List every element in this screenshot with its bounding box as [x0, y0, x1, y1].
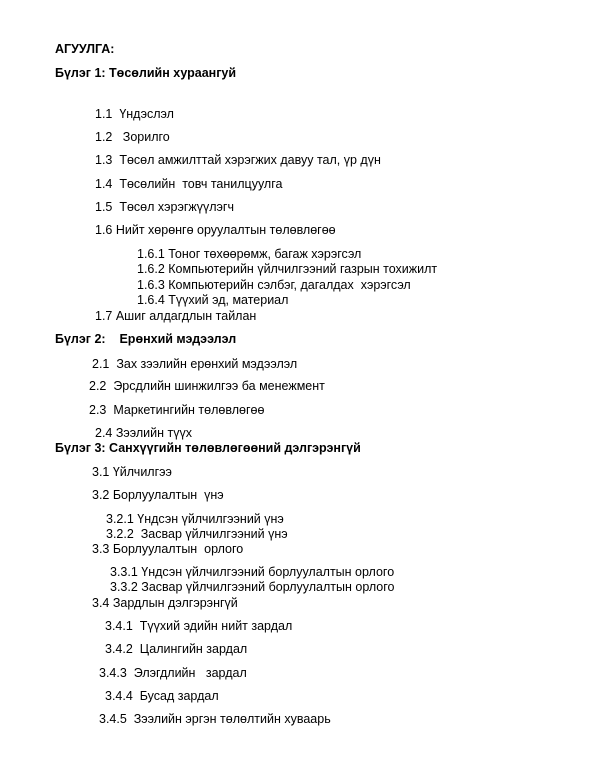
toc-subitem-1-6-4: 1.6.4 Түүхий эд, материал: [137, 293, 289, 307]
toc-item-1-1: 1.1 Үндэслэл: [95, 107, 174, 121]
toc-item-1-6: 1.6 Нийт хөрөнгө оруулалтын төлөвлөгөө: [95, 223, 336, 237]
toc-subitem-3-4-2: 3.4.2 Цалингийн зардал: [105, 642, 248, 656]
toc-item-2-3: 2.3 Маркетингийн төлөвлөгөө: [89, 403, 265, 417]
toc-item-2-2: 2.2 Эрсдлийн шинжилгээ ба менежмент: [89, 379, 325, 393]
toc-subitem-3-4-4: 3.4.4 Бусад зардал: [105, 689, 219, 703]
toc-subitem-1-6-2: 1.6.2 Компьютерийн үйлчилгээний газрын тохижилт: [137, 262, 438, 276]
toc-item-3-1: 3.1 Үйлчилгээ: [92, 465, 172, 479]
toc-subitem-3-3-2: 3.3.2 Засвар үйлчилгээний борлуулалтын орлого: [110, 580, 395, 594]
toc-item-3-3: 3.3 Борлуулалтын орлого: [92, 542, 244, 556]
toc-subitem-3-4-1: 3.4.1 Түүхий эдийн нийт зардал: [105, 619, 293, 633]
toc-subitem-3-4-3: 3.4.3 Элэгдлийн зардал: [99, 666, 247, 680]
toc-item-1-2: 1.2 Зорилго: [95, 130, 170, 144]
toc-item-1-5: 1.5 Төсөл хэрэгжүүлэгч: [95, 200, 235, 214]
toc-item-1-3: 1.3 Төсөл амжилттай хэрэгжих давуу тал, үр дүн: [95, 153, 381, 167]
toc-subitem-3-3-1: 3.3.1 Үндсэн үйлчилгээний борлуулалтын орлого: [110, 565, 395, 579]
toc-subitem-3-2-2: 3.2.2 Засвар үйлчилгээний үнэ: [106, 527, 288, 541]
toc-item-1-4: 1.4 Төсөлийн товч танилцуулга: [95, 177, 283, 191]
toc-item-2-4: 2.4 Зээлийн түүх: [95, 426, 192, 440]
toc-item-3-4: 3.4 Зардлын дэлгэрэнгүй: [92, 596, 238, 610]
toc-subitem-3-2-1: 3.2.1 Үндсэн үйлчилгээний үнэ: [106, 512, 284, 526]
chapter-1-title: Бүлэг 1: Төсөлийн хураангуй: [55, 66, 237, 80]
toc-heading: АГУУЛГА:: [55, 42, 115, 56]
chapter-3-title: Бүлэг 3: Санхүүгийн төлөвлөгөөний дэлгэрэнгүй: [55, 441, 361, 455]
toc-subitem-3-4-5: 3.4.5 Зээлийн эргэн төлөлтийн хуваарь: [99, 712, 331, 726]
toc-subitem-1-6-1: 1.6.1 Тоног төхөөрөмж, багаж хэрэгсэл: [137, 247, 362, 261]
chapter-2-title: Бүлэг 2: Ерөнхий мэдээлэл: [55, 332, 237, 346]
toc-item-2-1: 2.1 Зах зээлийн ерөнхий мэдээлэл: [92, 357, 298, 371]
toc-item-1-7: 1.7 Ашиг алдагдлын тайлан: [95, 309, 257, 323]
toc-subitem-1-6-3: 1.6.3 Компьютерийн сэлбэг, дагалдах хэрэгсэл: [137, 278, 411, 292]
toc-item-3-2: 3.2 Борлуулалтын үнэ: [92, 488, 224, 502]
